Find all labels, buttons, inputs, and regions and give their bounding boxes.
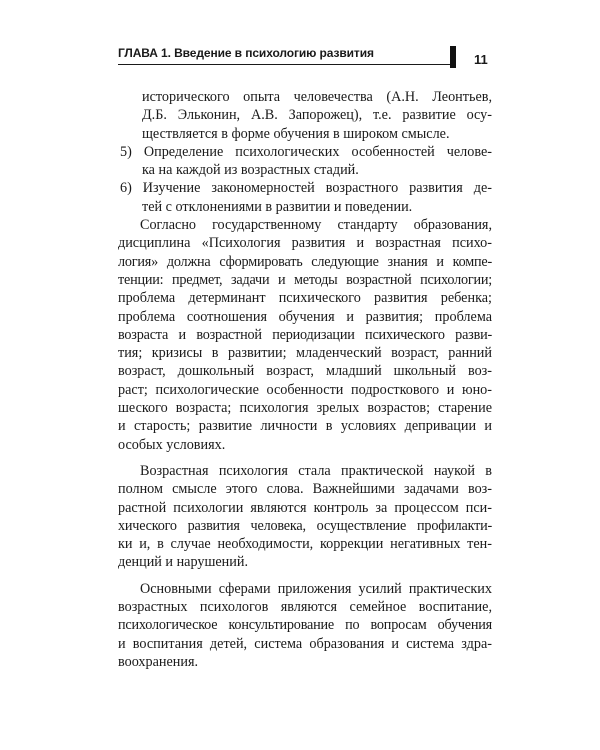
text-line: тенции: предмет, задачи и методы возрастной психологии; [118,271,492,288]
text-line: хического развития человека, осуществление профилакти- [118,517,492,534]
text-line: ки и, в случае необходимости, коррекции негативных тен- [118,536,492,553]
text-line: денций и нарушений. [118,554,249,571]
text-line: Основными сферами приложения усилий практических [140,580,492,597]
text-line: шеского возраста; психология зрелых возрастов; старение [118,400,492,417]
text-line: проблема детерминант психического развития ребенка; [118,290,492,307]
text-line: Д.Б. Эльконин, А.В. Запорожец), т.е. развитие осу- [142,107,492,124]
text-line: особых условиях. [118,436,226,453]
text-line: 6) Изучение закономерностей возрастного развития де- [120,180,492,197]
text-line: логия» должна сформировать следующие знания и компе- [118,253,492,270]
page-number: 11 [474,52,488,67]
text-line: тия; кризисы в развитии; младенческий возраст, ранний [118,345,492,362]
text-line: и старость; развитие личности в условиях депривации и [118,418,492,435]
list-item-5 [118,143,492,180]
text-line: воохранения. [118,653,199,670]
text-line: ка на каждой из возрастных стадий. [142,162,359,179]
header-bar-mark [450,46,456,68]
text-line: 5) Определение психологических особенностей челове- [120,143,492,160]
text-line: возрастных психологов являются семейное воспитание, [118,599,492,616]
text-line: проблема соотношения обучения и развития; проблема [118,308,492,325]
chapter-title: ГЛАВА 1. Введение в психологию развития [118,46,374,60]
text-line: полном смысле этого слова. Важнейшими задачами воз- [118,481,492,498]
list-item-4-continuation [118,88,492,143]
text-line: ществляется в форме обучения в широком смысле. [142,125,450,142]
text-line: исторического опыта человечества (А.Н. Леонтьев, [142,89,492,105]
paragraph-standard [118,216,492,454]
text-line: психологическое консультирование по вопросам обучения [118,617,492,634]
running-header [118,44,490,70]
text-line: тей с отклонениями в развитии и поведении. [142,198,413,215]
text-line: Согласно государственному стандарту образования, [140,217,492,234]
text-line: раст; психологические особенности подросткового и юно- [118,381,492,398]
paragraph-spheres [118,580,492,671]
text-line: возраст, дошкольный возраст, младший школьный воз- [118,363,492,380]
text-line: растной психологии являются контроль за процессом пси- [118,499,492,516]
paragraph-practice [118,462,492,572]
text-line: и воспитания детей, система образования и система здра- [118,635,492,652]
list-item-6 [118,179,492,216]
text-line: возраста и возрастной периодизации психического разви- [118,326,492,343]
text-line: Возрастная психология стала практической наукой в [140,462,492,479]
text-line: дисциплина «Психология развития и возрастная психо- [118,235,492,252]
body-text [118,88,492,671]
header-rule [118,64,452,65]
